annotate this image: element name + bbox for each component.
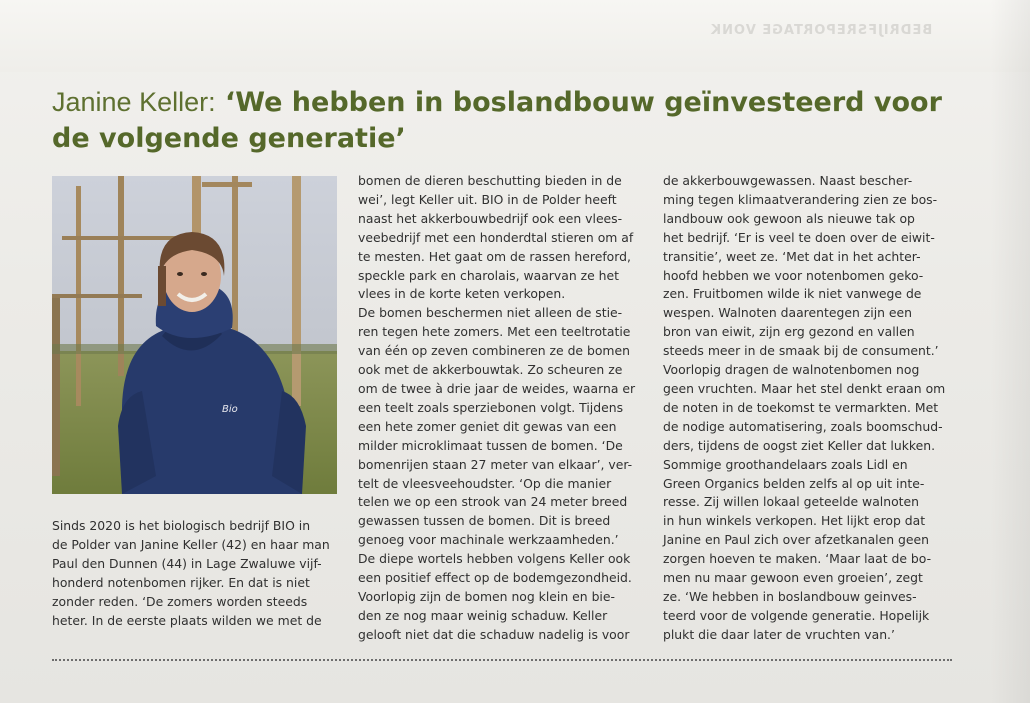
column-2-line: ren tegen hete zomers. Met een teeltrotatie (358, 324, 631, 340)
column-2-line: gelooft niet dat die schaduw nadelig is voor (358, 626, 630, 642)
column-2-line: genoeg voor machinale werkzaamheden.’ (358, 532, 619, 548)
article-column-1 (52, 517, 342, 630)
column-3-line: het bedrijf. ‘Er is veel te doen over de eiwit- (663, 229, 935, 245)
column-2-line: ook met de akkerbouwtak. Zo scheuren ze (358, 362, 623, 378)
column-2-line: speckle park en charolais, waarvan ze het (358, 267, 620, 283)
column-3-line: Janine en Paul zich over afzetkanalen geen (663, 532, 929, 548)
column-2-line: telt de vleesveehoudster. ‘Op die manier (358, 475, 612, 491)
column-2-line: telen we op een strook van 24 meter breed (358, 494, 628, 510)
tree-stake (52, 296, 60, 476)
column-2-line: een hete zomer geniet dit gewas van een (358, 418, 617, 434)
column-3-line: steeds meer in de smaak bij de consument.’ (663, 343, 939, 359)
column-2-line: milder microklimaat tussen de bomen. ‘De (358, 437, 623, 453)
section-header-label: BEDRIJFSREPORTAGE VONK (709, 23, 932, 38)
column-2-line: wei’, legt Keller uit. BIO in de Polder heeft (358, 191, 617, 207)
column-3-line: teerd voor de volgende generatie. Hopelijk (663, 607, 930, 623)
column-2-line: veebedrijf met een honderdtal stieren om af (358, 229, 634, 245)
column-2-line: naast het akkerbouwbedrijf ook een vlees- (358, 210, 623, 226)
column-3-line: resse. Zij willen lokaal geteelde walnoten (663, 494, 919, 510)
column-2-line: van één op zeven combineren ze de bomen (358, 343, 630, 359)
headline-quote: ‘We hebben in boslandbouw geïnvesteerd voor de volgende generatie’ (52, 87, 942, 154)
page-fold-shadow (990, 0, 1030, 703)
article-column-3 (663, 172, 953, 645)
column-3-line: in hun winkels verkopen. Het lijkt erop dat (663, 513, 926, 529)
column-3-line: men nu maar gewoon even groeien’, zegt (663, 570, 923, 586)
column-3-line: wespen. Walnoten daarentegen zijn een (663, 305, 913, 321)
column-3-line: bron van eiwit, zijn erg gezond en vallen (663, 324, 915, 340)
column-2-line: te mesten. Het gaat om de rassen hereford, (358, 248, 631, 264)
tree-stake (232, 176, 238, 336)
column-3-line: geen vruchten. Maar het stel denkt eraan om (663, 380, 946, 396)
column-2-line: een positief effect op de bodemgezondheid. (358, 570, 632, 586)
column-1-line: zonder reden. ‘De zomers worden steeds (52, 593, 308, 609)
article-photo (52, 176, 337, 494)
column-2-line: den ze nog maar weinig schaduw. Keller (358, 607, 608, 623)
column-3-line: plukt die daar later de vruchten van.’ (663, 626, 895, 642)
column-3-line: zorgen hoeven te maken. ‘Maar laat de bo- (663, 551, 932, 567)
column-2-line: vlees in de korte keten verkopen. (358, 286, 566, 302)
column-3-line: de akkerbouwgewassen. Naast bescher- (663, 173, 913, 188)
column-2-line: De bomen beschermen niet alleen de stie- (358, 305, 623, 321)
column-3-line: ders, tijdens de oogst ziet Keller dat lukken. (663, 437, 936, 453)
column-2-line: om de twee à drie jaar de weides, waarna er (358, 380, 636, 396)
column-2-line: De diepe wortels hebben volgens Keller ook (358, 551, 631, 567)
column-3-line: Voorlopig dragen de walnotenbomen nog (663, 362, 920, 378)
column-1-line: Sinds 2020 is het biologisch bedrijf BIO in (52, 518, 311, 533)
column-2-line: bomen de dieren beschutting bieden in de (358, 173, 622, 188)
column-2-line: een teelt zoals sperziebonen volgt. Tijdens (358, 399, 624, 415)
column-3-line: transitie’, weet ze. ‘Met dat in het achter- (663, 248, 921, 264)
column-3-line: ze. ‘We hebben in boslandbouw geinves- (663, 588, 917, 604)
article-column-2 (358, 172, 648, 645)
jacket-logo: Bio (222, 404, 238, 415)
column-3-line: hoofd hebben we voor notenbomen geko- (663, 267, 924, 283)
column-3-line: zen. Fruitbomen wilde ik niet vanwege de (663, 286, 922, 302)
column-2-line: bomenrijen staan 27 meter van elkaar’, ver- (358, 456, 633, 472)
column-3-line: ming tegen klimaatverandering zien ze bos- (663, 191, 938, 207)
column-3-line: Sommige groothandelaars zoals Lidl en (663, 456, 908, 472)
column-1-line: honderd notenbomen rijker. En dat is niet (52, 574, 310, 590)
article-headline (52, 84, 952, 157)
column-3-line: Green Organics belden zelfs al op uit inte- (663, 475, 925, 491)
tree-stake (292, 176, 301, 406)
column-2-line: Voorlopig zijn de bomen nog klein en bie- (358, 588, 615, 604)
photo-farmer-illustration (52, 176, 337, 494)
column-2-line: gewassen tussen de bomen. Dit is breed (358, 513, 611, 529)
column-3-line: de nodige automatisering, zoals boomschud- (663, 418, 943, 434)
headline-name: Janine Keller: (52, 87, 216, 117)
column-1-line: Paul den Dunnen (44) in Lage Zwaluwe vijf- (52, 555, 322, 571)
bottom-dotted-divider (52, 659, 952, 661)
column-3-line: de noten in de toekomst te vermarkten. Met (663, 399, 939, 415)
column-1-line: heter. In de eerste plaats wilden we met de (52, 612, 322, 628)
column-1-line: de Polder van Janine Keller (42) en haar man (52, 536, 330, 552)
column-3-line: landbouw ook gewoon als nieuwe tak op (663, 210, 915, 226)
